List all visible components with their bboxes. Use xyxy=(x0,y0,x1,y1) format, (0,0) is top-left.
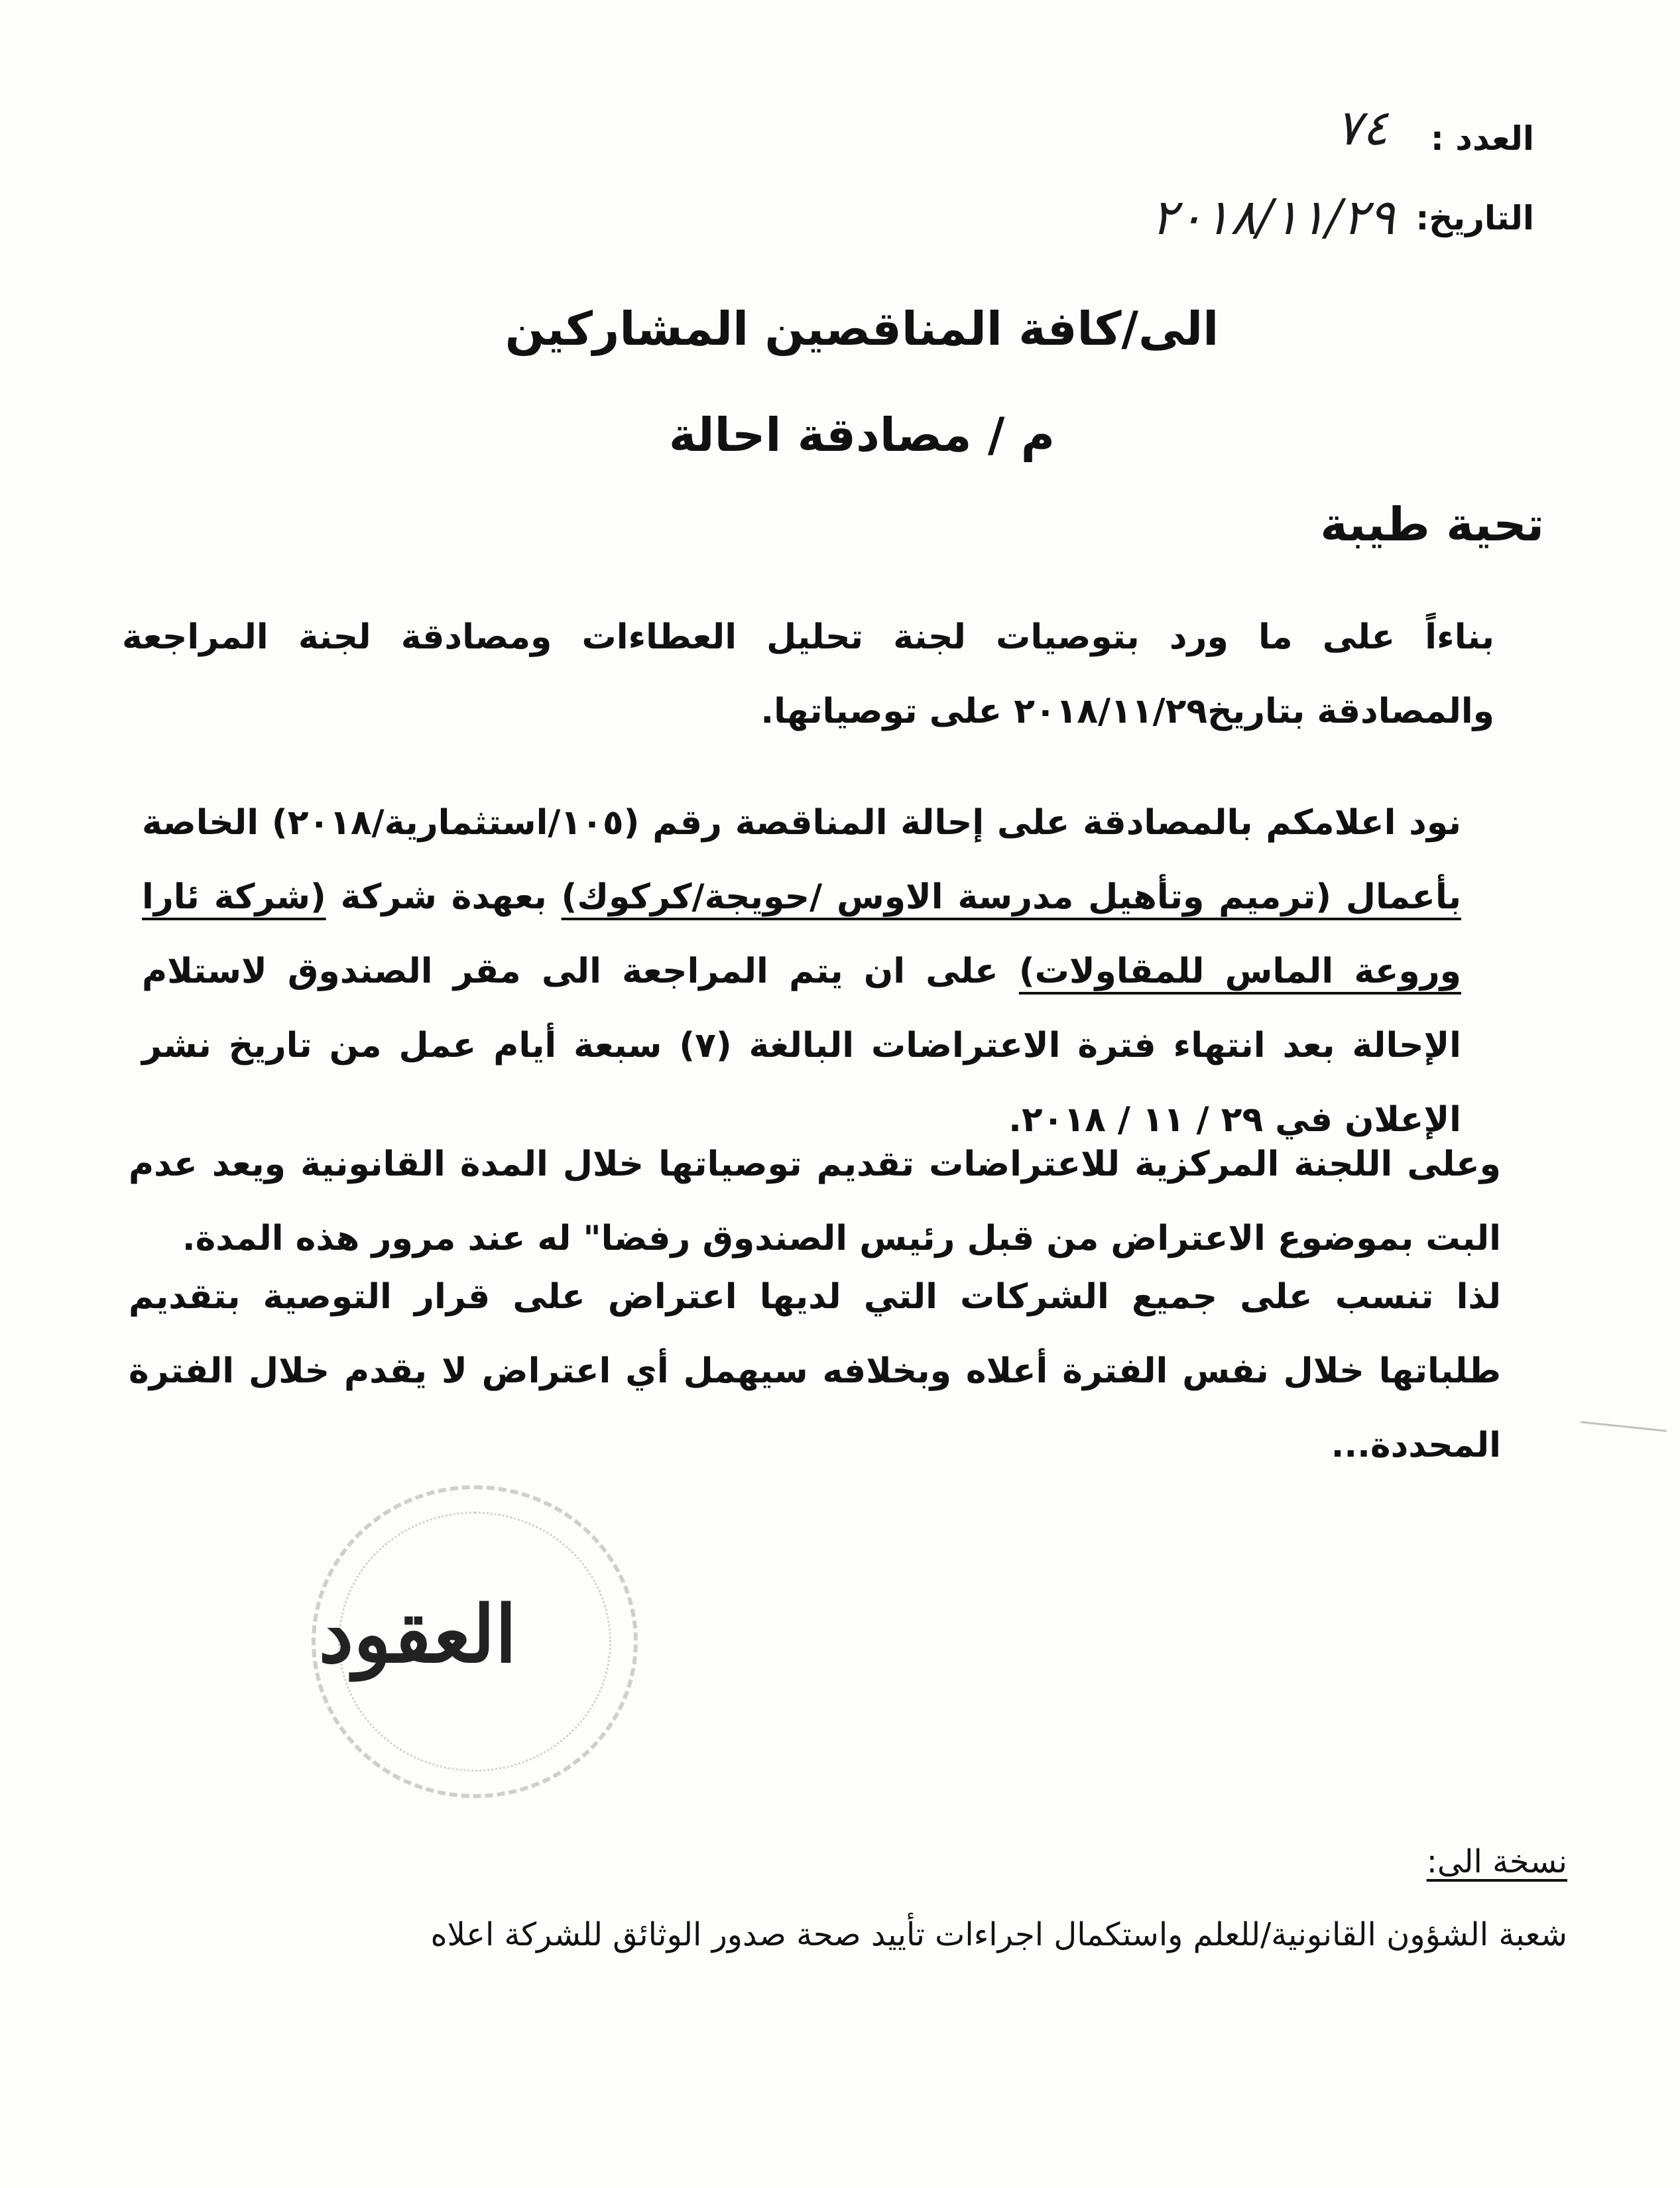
award-notice-text-2: بعهدة شركة xyxy=(326,877,562,917)
date-handwritten: ٢٠١٨/١١/٢٩ xyxy=(1151,189,1395,246)
ref-number-handwritten: ٧٤ xyxy=(1335,99,1388,156)
project-name-underlined: بأعمال (ترميم وتأهيل مدرسة الاوس /حويجة/كركوك) xyxy=(561,877,1461,917)
ref-number-label: العدد : xyxy=(1430,119,1534,158)
award-notice-text-1: نود اعلامكم بالمصادقة على إحالة المناقصة رقم (١٠٥/استثمارية/٢٠١٨) الخاصة xyxy=(142,803,1461,843)
date-label: التاريخ: xyxy=(1415,199,1534,237)
copy-to-recipient: شعبة الشؤون القانونية/للعلم واستكمال اجراءات تأييد صحة صدور الوثائق للشركة اعلاه xyxy=(430,1916,1567,1953)
paragraph-objection-deadline: لذا تنسب على جميع الشركات التي لديها اعتراض على قرار التوصية بتقديم طلباتها خلال نفس الفترة أعلاه وبخلافه سيهمل أي اعتراض لا يقدم خلال الفترة المحددة... xyxy=(129,1277,1501,1465)
company-name-underlined: (شركة ئارا وروعة الماس للمقاولات) xyxy=(142,877,1461,991)
pencil-mark xyxy=(1581,1421,1667,1432)
paragraph-award-notice xyxy=(142,786,1461,1157)
subject-heading: م / مصادقة احالة xyxy=(668,408,1055,462)
award-notice-text-3: على ان يتم المراجعة الى مقر الصندوق لاستلام الإحالة بعد انتهاء فترة الاعتراضات البالغة (٧) سبعة أيام عمل من تاريخ نشر الإعلان في ٢٩ / ١١ / ٢٠١٨. xyxy=(142,951,1461,1140)
copy-to-label: نسخة الى: xyxy=(1426,1843,1567,1880)
contracts-signature: العقود xyxy=(318,1588,517,1680)
recipient-heading: الى/كافة المناقصين المشاركين xyxy=(505,302,1219,356)
paragraph-recommendations: بناءاً على ما ورد بتوصيات لجنة تحليل العطاءات ومصادقة لجنة المراجعة والمصادقة بتاريخ٢٠١٨/١١/٢٩ على توصياتها. xyxy=(122,617,1494,731)
paragraph-objections-committee: وعلى اللجنة المركزية للاعتراضات تقديم توصياتها خلال المدة القانونية ويعد عدم البت بموضوع الاعتراض من قبل رئيس الصندوق رفضا" له عند مرور هذه المدة. xyxy=(129,1144,1501,1258)
greeting: تحية طيبة xyxy=(1320,497,1544,552)
